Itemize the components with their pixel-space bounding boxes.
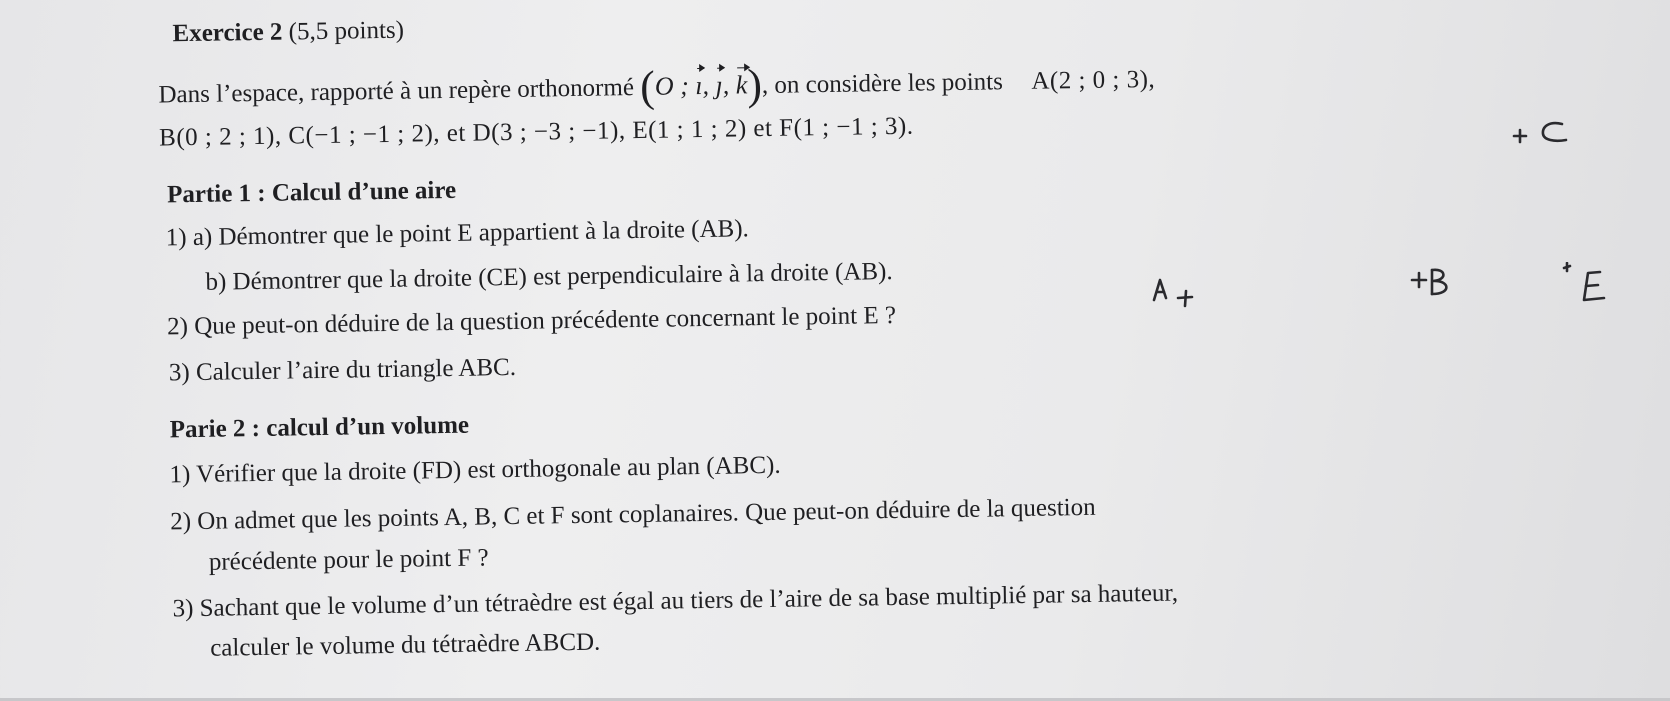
intro-line-2-points: B(0 ; 2 ; 1), C(−1 ; −1 ; 2), et D(3 ; −3 ; −1), E(1 ; 1 ; 2) et F(1 ; −1 ; 3). (158, 112, 914, 152)
part2-question-2-line-1: 2) On admet que les points A, B, C et F sont coplanaires. Que peut-on déduire de la question (170, 493, 1096, 536)
repere-notation: (O ; ı, ȷ, k) (639, 60, 763, 111)
part1-question-1a: 1) a) Démontrer que le point E appartient à la droite (AB). (165, 215, 750, 252)
part2-heading: Parie 2 : calcul d’un volume (169, 411, 470, 444)
intro-text: Dans l’espace, rapporté à un repère orthonormé (158, 74, 635, 109)
exercise-title (172, 16, 404, 50)
handwritten-b-cross (1410, 260, 1470, 305)
part2-question-1: 1) Vérifier que la droite (FD) est orthogonale au plan (ABC). (169, 451, 781, 489)
handwritten-c-cross (1510, 112, 1580, 152)
part1-question-3: 3) Calculer l’aire du triangle ABC. (168, 353, 517, 387)
handwritten-a-cross (1148, 272, 1218, 322)
part1-question-2: 2) Que peut-on déduire de la question précédente concernant le point E ? (166, 301, 897, 341)
exercise-points: (5,5 points) (288, 16, 405, 46)
handwritten-e-cross (1560, 262, 1630, 312)
intro-continuation: , on considère les points (761, 68, 1004, 100)
point-a-coordinates: A(2 ; 0 ; 3), (1031, 65, 1156, 95)
part1-question-1b: b) Démontrer que la droite (CE) est perpendiculaire à la droite (AB). (205, 258, 893, 296)
exercise-number: Exercice 2 (172, 18, 283, 48)
part2-question-3-line-2: calculer le volume du tétraèdre ABCD. (209, 628, 601, 662)
intro-line-1 (158, 60, 1156, 111)
part2-question-3-line-1: 3) Sachant que le volume d’un tétraèdre est égal au tiers de l’aire de sa base multiplié par sa hauteur, (172, 579, 1179, 623)
part2-question-2-line-2: précédente pour le point F ? (208, 544, 489, 576)
part1-heading: Partie 1 : Calcul d’une aire (166, 176, 457, 209)
